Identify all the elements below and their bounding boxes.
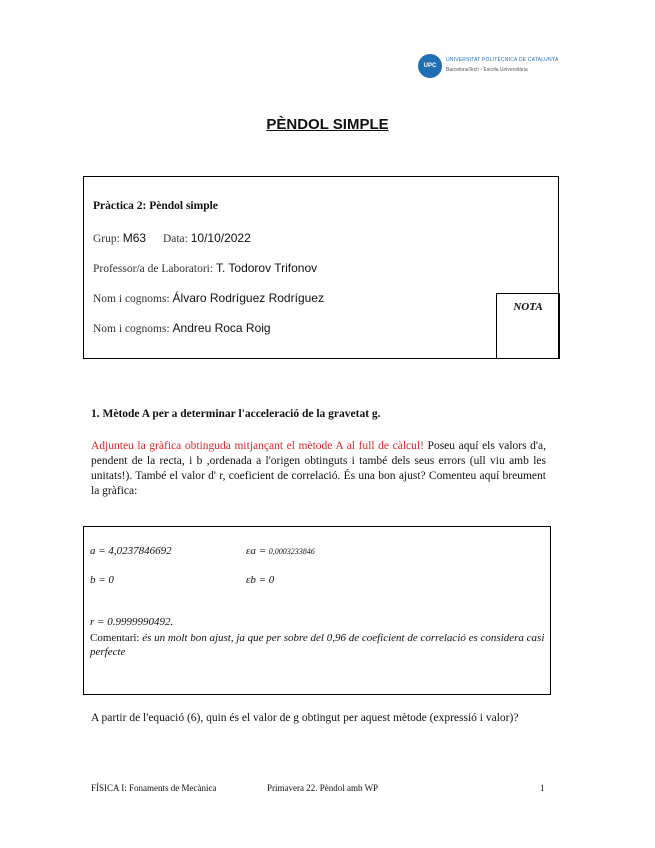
instruction-red-text: Adjunteu la gràfica obtinguda mitjançant el mètode A al full de càlcul! <box>91 440 424 452</box>
a-value: a = 4,0237846692 <box>90 545 172 557</box>
grup-label: Grup: <box>93 233 120 245</box>
instruction-text: Poseu aquí els valors d'a, pendent de la recta, i b ,ordenada a l'origen obtinguts i també dels seus errors (ull viu amb les unitats!). També el valor d' r, coeficient de correlació. És una bon ajust? Comenteu aquí breument la gràfica: <box>91 440 546 497</box>
eb-value: εb = 0 <box>246 574 275 586</box>
nom2-line <box>93 321 271 335</box>
nom2-label: Nom i cognoms: <box>93 323 170 335</box>
logo-text-line2: BarcelonaTech · Escola Universitària <box>446 67 528 73</box>
nom1-line <box>93 291 324 305</box>
instruction-paragraph <box>91 439 546 499</box>
comment-label: Comentari: <box>90 632 140 644</box>
page-number: 1 <box>540 783 545 793</box>
nom1-label: Nom i cognoms: <box>93 293 170 305</box>
page-title: PÈNDOL SIMPLE <box>266 116 389 133</box>
data-label: Data: <box>162 233 188 245</box>
b-value: b = 0 <box>90 574 114 586</box>
section-heading: 1. Mètode A per a determinar l'acceleració de la gravetat g. <box>91 408 381 420</box>
comment-text: és un molt bon ajust, ja que per sobre del 0,96 de coeficient de correlació es considera casi perfecte <box>90 632 545 658</box>
professor-value: T. Todorov Trifonov <box>215 261 318 275</box>
question-paragraph: A partir de l'equació (6), quin és el valor de g obtingut per aquest mètode (expressió i valor)? <box>91 712 519 724</box>
nom1-value: Álvaro Rodríguez Rodríguez <box>172 291 324 305</box>
ea-line <box>246 545 315 557</box>
footer-center: Primavera 22. Pèndol amb WP <box>267 783 379 793</box>
ea-label: εa = <box>246 545 267 557</box>
practica-label: Pràctica 2: <box>93 200 147 212</box>
footer-left: FÍSICA I: Fonaments de Mecànica <box>91 783 217 793</box>
logo-text-line1: UNIVERSITAT POLITÈCNICA DE CATALUNYA <box>446 57 559 63</box>
grup-line <box>93 231 251 245</box>
university-logo <box>418 54 559 80</box>
comment-block <box>90 631 545 659</box>
professor-label: Professor/a de Laboratori: <box>93 263 214 275</box>
logo-emblem: UPC <box>418 54 442 78</box>
practica-value: Pèndol simple <box>149 200 218 212</box>
grup-value: M63 <box>122 231 147 245</box>
practica-line <box>93 200 218 212</box>
data-value: 10/10/2022 <box>190 231 251 245</box>
nom2-value: Andreu Roca Roig <box>172 321 271 335</box>
ea-value: 0,0003233846 <box>268 547 315 556</box>
professor-line <box>93 261 317 275</box>
r-value: r = 0.9999990492. <box>90 616 174 628</box>
nota-box: NOTA <box>496 293 560 359</box>
